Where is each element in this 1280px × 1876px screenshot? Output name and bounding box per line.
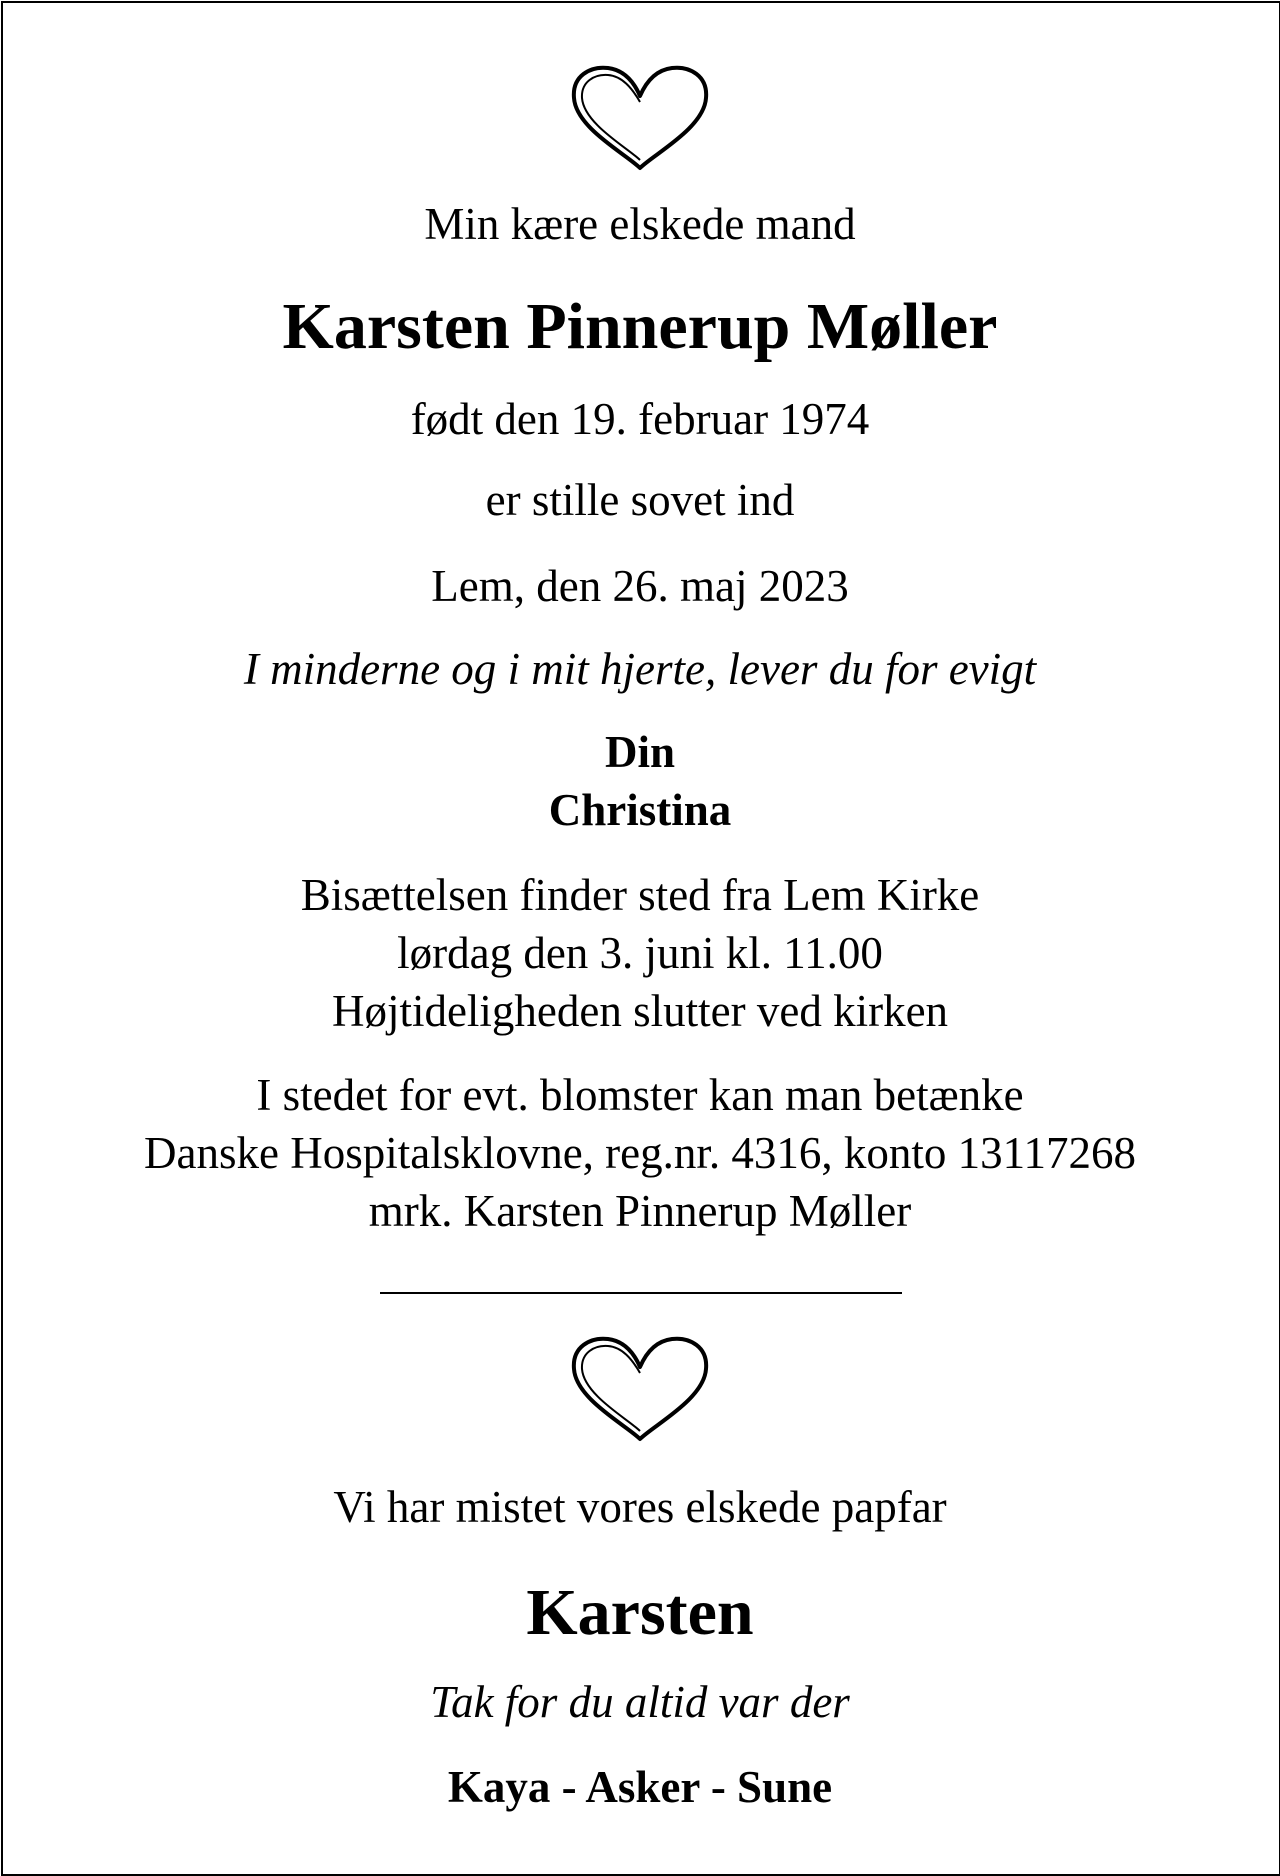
funeral-line-1: Bisættelsen finder sted fra Lem Kirke [300, 870, 980, 920]
donation-details [0, 1066, 1280, 1240]
signature-line-2: Christina [548, 785, 732, 835]
birth-date: født den 19. februar 1974 [410, 394, 870, 444]
heart-icon [568, 1333, 712, 1445]
second-intro: Vi har mistet vores elskede papfar [333, 1482, 947, 1532]
notice-intro: Min kære elskede mand [424, 199, 856, 249]
second-quote: Tak for du altid var der [430, 1677, 850, 1727]
passed-text: er stille sovet ind [485, 475, 795, 525]
divider-line [380, 1292, 902, 1294]
memorial-quote: I minderne og i mit hjerte, lever du for evigt [243, 644, 1037, 694]
donation-line-3: mrk. Karsten Pinnerup Møller [368, 1186, 912, 1236]
donation-line-1: I stedet for evt. blomster kan man betænke [256, 1070, 1024, 1120]
second-signature: Kaya - Asker - Sune [447, 1762, 833, 1812]
second-name: Karsten [526, 1576, 754, 1649]
funeral-details [0, 866, 1280, 1040]
heart-icon [568, 62, 712, 174]
funeral-line-3: Højtideligheden slutter ved kirken [331, 986, 949, 1036]
deceased-name: Karsten Pinnerup Møller [282, 290, 998, 363]
signature-line-1: Din [604, 727, 676, 777]
place-date: Lem, den 26. maj 2023 [431, 561, 849, 611]
donation-line-2: Danske Hospitalsklovne, reg.nr. 4316, konto 13117268 [144, 1128, 1136, 1178]
funeral-line-2: lørdag den 3. juni kl. 11.00 [397, 928, 883, 978]
